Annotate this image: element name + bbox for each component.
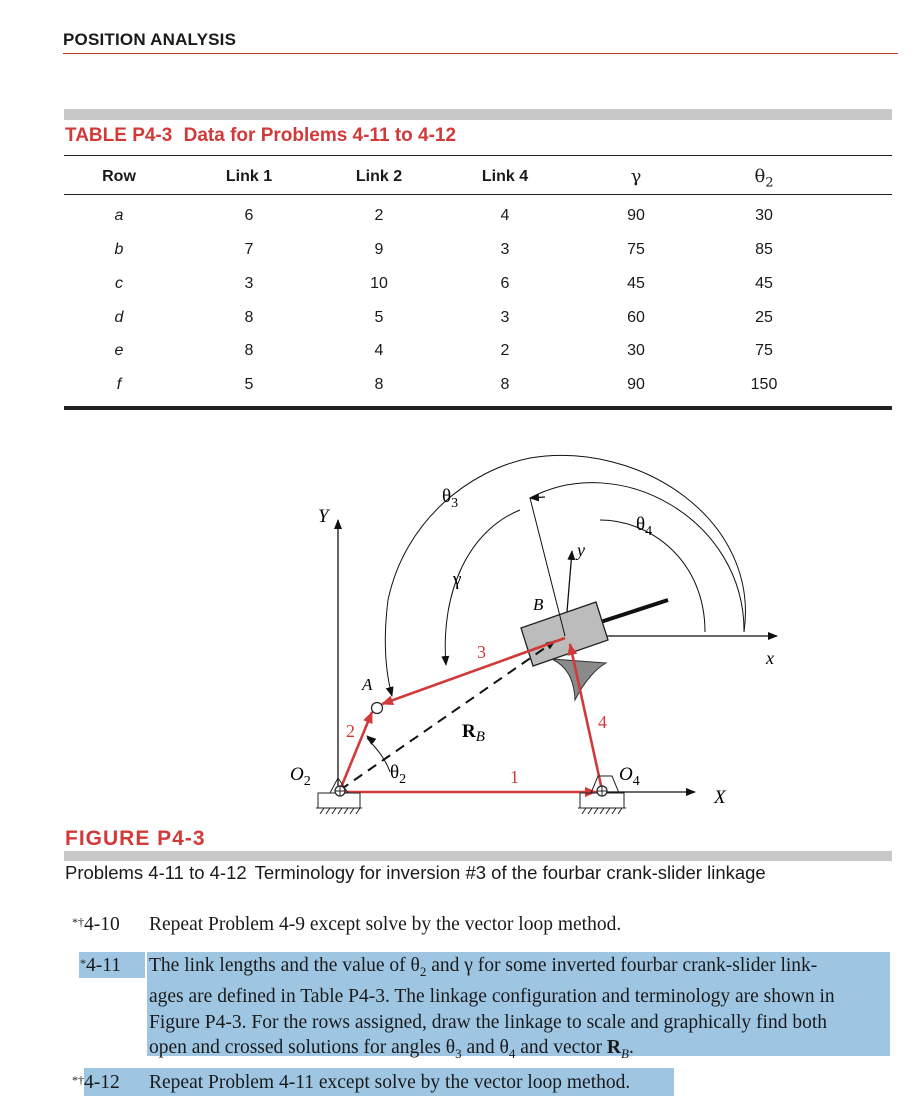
link-3 [382,638,565,704]
table-cell: 5 [374,309,384,326]
table-cell: 75 [755,342,773,359]
table-cell: 10 [370,275,388,292]
col-header-link4: Link 4 [481,168,529,185]
problem-text: Repeat Problem 4-11 except solve by the vector loop method. [149,1072,631,1093]
table-cell: 4 [374,342,384,359]
table-row-label: d [114,309,124,326]
table-cell: 60 [627,309,645,326]
table-row-label: a [114,207,124,224]
caption-problem-range: Problems 4-11 to 4-12 [65,862,247,883]
label-A: A [362,675,373,694]
table-row-label: e [114,342,124,359]
col-header-link1: Link 1 [225,168,273,185]
caption-text: Terminology for inversion #3 of the fourbar crank-slider linkage [254,862,766,883]
table-cell: 3 [500,241,510,258]
label-y: y [577,540,585,560]
line-2: ages are defined in Table P4-3. The linkage configuration and terminology are shown in [149,986,835,1008]
table-cell: 6 [244,207,254,224]
line-4: open and crossed solutions for angles $\theta_3$ and $\theta_4$ and vector $R_B$. [149,1037,634,1062]
label-theta4: $\theta_4$ [636,514,653,539]
col-header-link2: Link 2 [355,168,403,185]
label-link4: 4 [598,712,607,732]
table-cell: 25 [755,309,773,326]
label-B: B [533,595,544,614]
label-O4: $O_4$ [619,764,640,789]
problem-number: *4-11 [80,955,122,976]
table-cell: 8 [500,376,510,393]
figure-caption [65,862,766,884]
table-cell: 85 [755,241,773,258]
table-cell: 150 [750,376,778,393]
table-row-label: f [116,376,122,393]
table-cell: 6 [500,275,510,292]
table-row-label: c [115,275,123,292]
col-header-gamma: γ [630,166,642,187]
table-cell: 9 [374,241,384,258]
table-cell: 8 [244,309,254,326]
col-header-theta2: $\theta_2$ [754,166,774,191]
table-cell: 2 [374,207,384,224]
figure-caption-bar [64,851,892,861]
ground-O2 [316,778,362,814]
table-cell: 75 [627,241,645,258]
label-X: X [714,787,726,808]
label-theta2: $\theta_2$ [390,762,407,787]
table-cell: 4 [500,207,510,224]
table-row-label: b [114,241,124,258]
table-cell: 3 [500,309,510,326]
problem-number: *†4-10 [72,914,120,935]
table-cell: 5 [244,376,254,393]
table-cell: 45 [627,275,645,292]
pin-A [372,703,383,714]
problem-number: *†4-12 [72,1072,120,1093]
table-cell: 45 [755,275,773,292]
label-link2: 2 [346,721,355,741]
theta3-reference-line [530,498,565,636]
table-cell: 2 [500,342,510,359]
table-cell: 8 [244,342,254,359]
section-header: POSITION ANALYSIS [63,30,898,54]
table-cell: 30 [627,342,645,359]
label-x: x [766,648,774,668]
figure-title: FIGURE P4-3 [65,827,206,850]
table-cell: 30 [755,207,773,224]
theta2-arc [367,738,390,772]
table-caption: Data for Problems 4-11 to 4-12 [183,125,457,146]
label-theta3: $\theta_3$ [442,486,459,511]
label-link1: 1 [510,767,519,787]
RB-vector [340,641,555,790]
line-1: The link lengths and the value of $\theta_2$ and γ for some inverted fourbar crank-slider link- [149,955,818,979]
col-header-row: Row [102,168,136,185]
table-cell: 90 [627,207,645,224]
label-link3: 3 [477,642,486,662]
problem-text: Repeat Problem 4-9 except solve by the vector loop method. [149,914,622,935]
table-cell: 7 [244,241,254,258]
label-gamma: γ [453,569,462,590]
table-cell: 3 [244,275,254,292]
table-cell: 90 [627,376,645,393]
label-RB: $R_B$ [462,721,485,745]
label-O2: $O_2$ [290,764,311,789]
table-label: TABLE P4-3 [65,125,173,146]
slider-block [521,602,608,700]
line-3: Figure P4-3. For the rows assigned, draw the linkage to scale and graphically find both [149,1011,828,1033]
label-Y: Y [318,506,329,527]
problem-text [149,953,901,1067]
table-cell: 8 [374,376,384,393]
